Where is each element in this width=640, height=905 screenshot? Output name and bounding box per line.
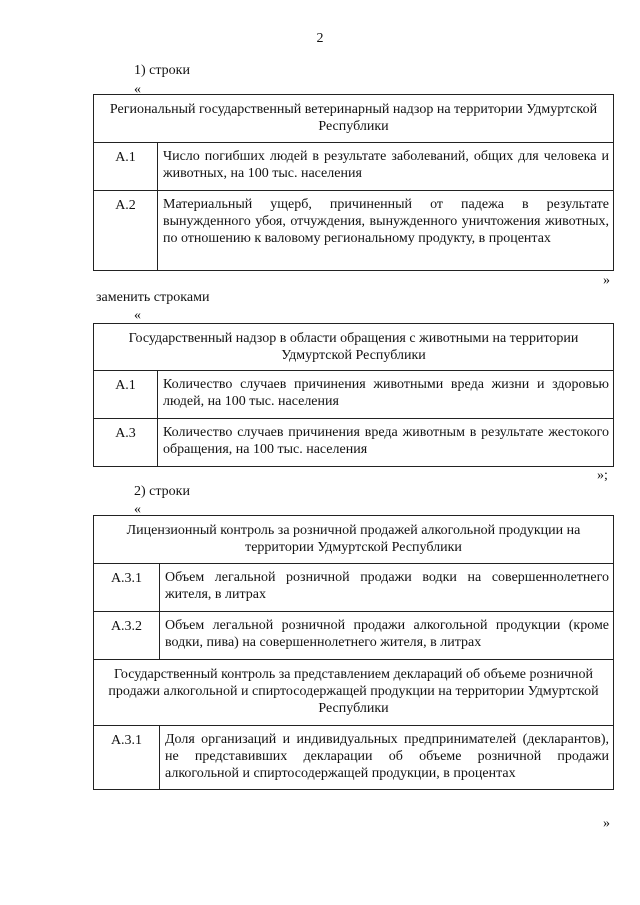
table-row: [94, 726, 614, 790]
row-text: Объем легальной розничной продажи алкогольной продукции (кроме водки, пива) на совершеннолетнего жителя, в литрах: [160, 612, 614, 660]
table-row: [94, 371, 614, 419]
row-text: Доля организаций и индивидуальных предпринимателей (декларантов), не представивших декларации об объеме розничной продажи алкогольной и спиртосодержащей продукции, в процентах: [160, 726, 614, 790]
row-text: Материальный ущерб, причиненный от падежа в результате вынужденного убоя, отчуждения, вынужденного уничтожения животных, по отношению к валовому региональному продукту, в процентах: [158, 191, 614, 271]
table-header: Региональный государственный ветеринарный надзор на территории Удмуртской Республики: [94, 95, 614, 143]
row-code: А.3.1: [94, 726, 160, 790]
table-header: Государственный надзор в области обращения с животными на территории Удмуртской Республики: [94, 324, 614, 371]
table-row: [94, 612, 614, 660]
table-original-veterinary: [93, 94, 614, 271]
table-header: Государственный контроль за представлением деклараций об объеме розничной продажи алкогольной и спиртосодержащей продукции на территории Удмуртской Республики: [94, 660, 614, 726]
table-alcohol-control: [93, 515, 614, 790]
row-code: А.1: [94, 371, 158, 419]
open-quote: «: [134, 82, 141, 97]
item-2-label: 2) строки: [134, 484, 190, 499]
table-row: [94, 419, 614, 467]
close-quote-semicolon: »;: [597, 468, 608, 483]
item-1-label: 1) строки: [134, 63, 190, 78]
row-code: А.3.2: [94, 612, 160, 660]
row-code: А.1: [94, 143, 158, 191]
table-row: [94, 191, 614, 271]
row-code: А.3.1: [94, 564, 160, 612]
row-text: Число погибших людей в результате заболеваний, общих для человека и животных, на 100 тыс. населения: [158, 143, 614, 191]
open-quote: «: [134, 502, 141, 517]
page-number: 2: [316, 31, 324, 46]
table-header: Лицензионный контроль за розничной продажей алкогольной продукции на территории Удмуртской Республики: [94, 516, 614, 564]
row-code: А.2: [94, 191, 158, 271]
row-text: Объем легальной розничной продажи водки на совершеннолетнего жителя, в литрах: [160, 564, 614, 612]
row-text: Количество случаев причинения животными вреда жизни и здоровью людей, на 100 тыс. населения: [158, 371, 614, 419]
table-row: [94, 564, 614, 612]
replace-label: заменить строками: [96, 290, 210, 305]
row-code: А.3: [94, 419, 158, 467]
table-row: [94, 143, 614, 191]
open-quote: «: [134, 308, 141, 323]
table-replacement-animals: [93, 323, 614, 467]
row-text: Количество случаев причинения вреда животным в результате жестокого обращения, на 100 тыс. населения: [158, 419, 614, 467]
close-quote: »: [603, 273, 610, 288]
close-quote: »: [603, 816, 610, 831]
